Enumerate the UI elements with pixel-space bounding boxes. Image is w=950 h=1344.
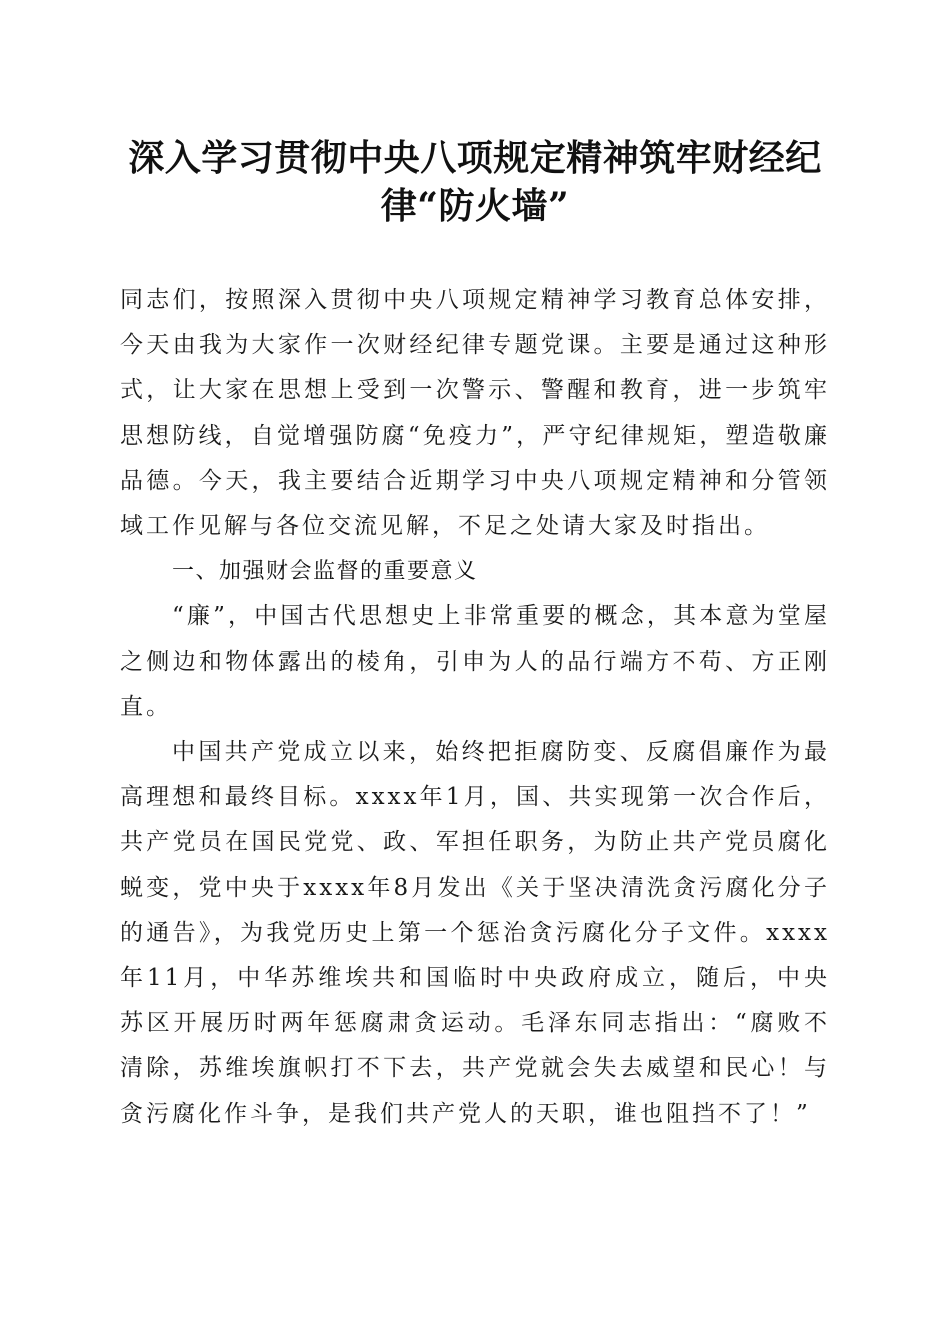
document-title: 深入学习贯彻中央八项规定精神筑牢财经纪律“防火墙” <box>128 137 822 227</box>
section-heading: 一、加强财会监督的重要意义 <box>172 559 478 585</box>
document-body <box>120 278 830 1137</box>
body-paragraph: 中国共产党成立以来，始终把拒腐防变、反腐倡廉作为最高理想和最终目标。xxxx年1月，国、共实现第一次合作后，共产党员在国民党党、政、军担任职务，为防止共产党员腐化蜕变，党中央于xxxx年8月发出《关于坚决清洗贪污腐化分子的通告》，为我党历史上第一个惩治贪污腐化分子文件。xxxx年11月，中华苏维埃共和国临时中央政府成立，随后，中央苏区开展历时两年惩腐肃贪运动。毛泽东同志指出：“腐败不清除，苏维埃旗帜打不下去，共产党就会失去威望和民心！与贪污腐化作斗争，是我们共产党人的天职，谁也阻挡不了！” <box>120 739 830 1127</box>
intro-paragraph: 同志们，按照深入贯彻中央八项规定精神学习教育总体安排，今天由我为大家作一次财经纪律专题党课。主要是通过这种形式，让大家在思想上受到一次警示、警醒和教育，进一步筑牢思想防线，自觉增强防腐“免疫力”，严守纪律规矩，塑造敬廉品德。今天，我主要结合近期学习中央八项规定精神和分管领域工作见解与各位交流见解，不足之处请大家及时指出。 <box>120 287 830 540</box>
body-paragraph: “廉”，中国古代思想史上非常重要的概念，其本意为堂屋之侧边和物体露出的棱角，引申为人的品行端方不苟、方正刚直。 <box>120 603 830 720</box>
